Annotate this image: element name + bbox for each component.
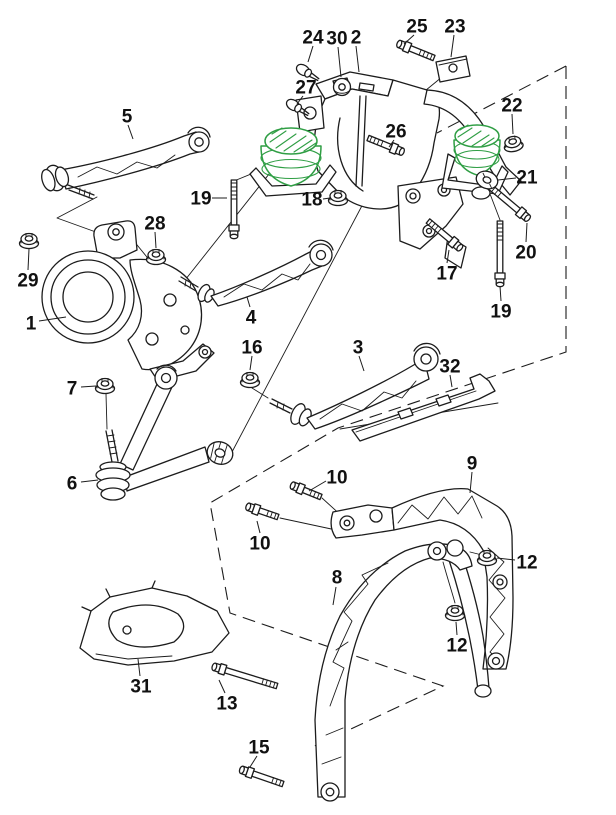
bolt-15 <box>238 764 284 788</box>
part-number: 2 <box>350 27 362 49</box>
leader-line <box>470 472 472 493</box>
part-label-19[interactable] <box>490 286 511 323</box>
leader-line <box>356 46 359 72</box>
part-label-28[interactable] <box>144 214 165 249</box>
part-number: 17 <box>436 263 458 285</box>
arch-bracket-9 <box>331 489 513 669</box>
part-label-6[interactable] <box>67 474 98 495</box>
part-label-13[interactable] <box>216 680 237 715</box>
nut-12-right <box>478 551 497 566</box>
part-number: 1 <box>25 313 37 335</box>
link-arm-4 <box>179 240 333 306</box>
nut-16 <box>241 373 260 388</box>
part-number: 15 <box>248 737 270 759</box>
nut-12-left <box>446 606 465 621</box>
part-label-25[interactable] <box>404 17 428 45</box>
leader-line <box>456 622 457 635</box>
bolt-25 <box>395 38 436 62</box>
part-number: 22 <box>501 95 523 117</box>
part-label-3[interactable] <box>353 338 364 372</box>
retaining-plate-23 <box>436 56 470 82</box>
part-label-19[interactable] <box>190 189 227 210</box>
part-number: 10 <box>249 533 271 555</box>
part-number: 4 <box>245 307 257 329</box>
wheel-carrier-1 <box>42 221 214 381</box>
part-label-12[interactable] <box>446 622 467 657</box>
part-number: 8 <box>331 567 343 589</box>
nut-28 <box>147 250 166 265</box>
part-number: 28 <box>144 213 166 235</box>
bolt-10-upper <box>289 480 323 502</box>
part-number: 25 <box>406 16 428 38</box>
leader-line <box>500 286 501 301</box>
leader-line <box>81 386 96 387</box>
part-number: 23 <box>444 16 466 38</box>
leader-line <box>451 35 454 57</box>
part-number: 29 <box>17 270 39 292</box>
part-number: 3 <box>352 337 364 359</box>
part-label-8[interactable] <box>332 568 343 606</box>
part-number: 27 <box>295 77 317 99</box>
part-number: 31 <box>130 676 152 698</box>
part-label-29[interactable] <box>17 249 38 292</box>
nut-22 <box>502 135 524 154</box>
part-label-16[interactable] <box>241 338 262 371</box>
part-number: 30 <box>326 28 348 50</box>
nut-7 <box>96 379 115 394</box>
part-label-10[interactable] <box>249 521 270 555</box>
part-label-10[interactable] <box>309 468 348 492</box>
part-number: 19 <box>490 301 512 323</box>
part-label-2[interactable] <box>351 28 362 73</box>
leader-line <box>338 47 341 77</box>
wishbone-6 <box>96 365 236 500</box>
leader-line <box>257 521 260 533</box>
part-label-24[interactable] <box>302 28 324 63</box>
part-number: 7 <box>66 378 78 400</box>
part-label-15[interactable] <box>248 738 270 768</box>
bolt-10-lower <box>245 501 280 521</box>
part-label-9[interactable] <box>467 454 478 494</box>
part-number: 19 <box>190 188 212 210</box>
bolt-19-left <box>229 180 239 239</box>
part-label-32[interactable] <box>439 357 460 388</box>
leader-line <box>28 249 29 270</box>
part-label-30[interactable] <box>326 29 347 78</box>
leader-line <box>247 297 250 307</box>
part-number: 9 <box>466 453 478 475</box>
part-number: 24 <box>302 27 324 49</box>
part-number: 21 <box>516 167 538 189</box>
part-number: 5 <box>121 106 133 128</box>
part-number: 16 <box>241 337 263 359</box>
part-number: 20 <box>515 242 537 264</box>
bolt-19-right <box>495 221 505 287</box>
nut-18 <box>329 191 348 206</box>
hydro-mount-right-highlighted <box>442 125 508 199</box>
part-label-18[interactable] <box>301 190 330 211</box>
leader-line <box>512 114 513 134</box>
part-number: 13 <box>216 693 238 715</box>
protective-rail-32 <box>352 374 495 441</box>
leader-line <box>219 680 225 693</box>
bolt-13 <box>211 661 279 690</box>
part-number: 18 <box>301 189 323 211</box>
part-label-7[interactable] <box>67 379 96 400</box>
leader-line <box>526 223 527 242</box>
leader-line <box>81 480 98 482</box>
nut-30 <box>334 79 351 96</box>
part-number: 6 <box>66 473 78 495</box>
part-label-5[interactable] <box>122 107 133 140</box>
cover-31 <box>80 581 229 665</box>
leader-line <box>333 587 336 605</box>
part-number: 12 <box>516 552 538 574</box>
part-label-20[interactable] <box>515 223 536 264</box>
part-label-4[interactable] <box>246 297 257 329</box>
part-label-23[interactable] <box>444 17 465 58</box>
part-label-22[interactable] <box>501 96 522 135</box>
part-number: 26 <box>385 121 407 143</box>
track-arm-5 <box>39 127 210 199</box>
part-number: 32 <box>439 356 461 378</box>
leader-line <box>309 481 326 491</box>
part-number: 12 <box>446 635 468 657</box>
nut-29 <box>20 234 39 249</box>
part-number: 10 <box>326 467 348 489</box>
